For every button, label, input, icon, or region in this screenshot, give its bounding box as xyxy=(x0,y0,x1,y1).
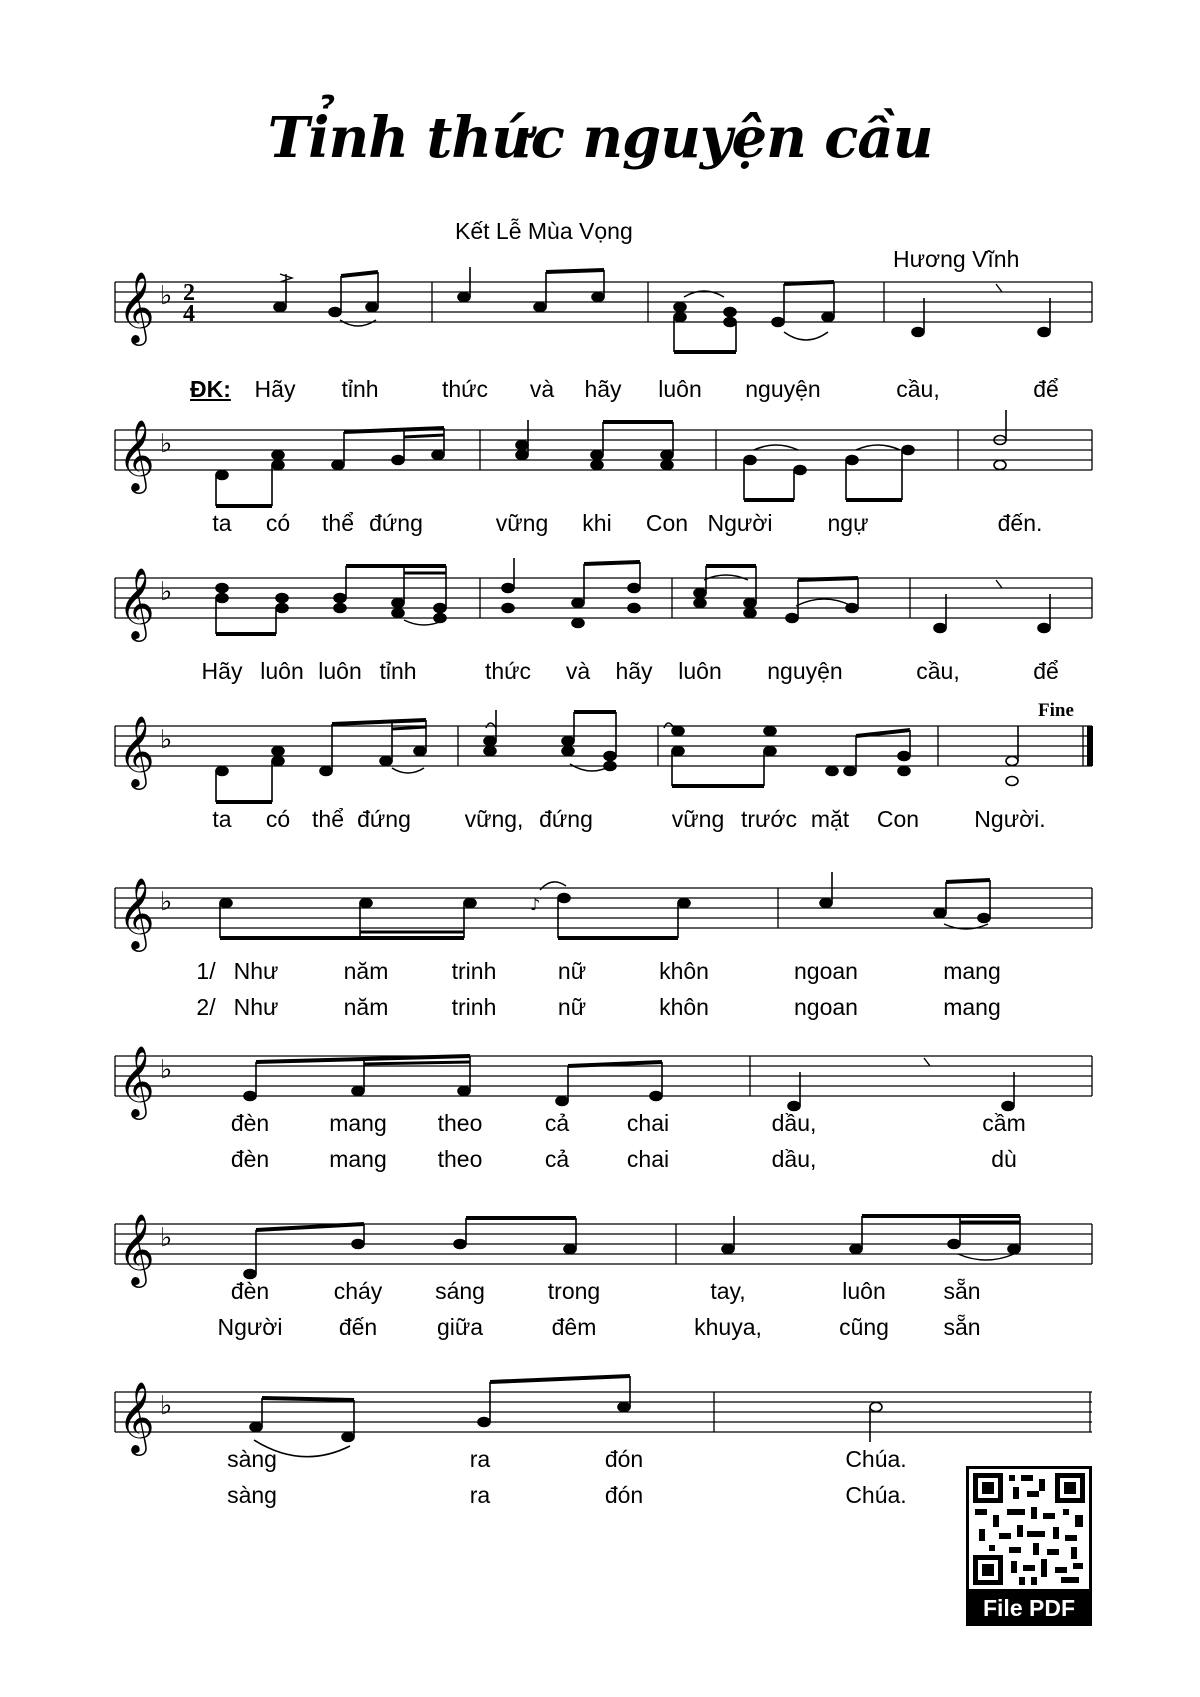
composer-name: Hương Vĩnh xyxy=(893,246,1020,272)
lyric-word: sẵn xyxy=(943,1314,981,1340)
lyric-word: cháy xyxy=(333,1278,383,1304)
lyric-word: tỉnh xyxy=(341,376,379,402)
lyric-word: Con xyxy=(876,806,920,832)
lyric-word: Như xyxy=(233,994,279,1020)
lyric-word: tay, xyxy=(710,1278,746,1304)
lyric-word: đón xyxy=(604,1446,644,1472)
lyric-word: hãy xyxy=(615,658,653,684)
refrain-label: ĐK: xyxy=(190,376,231,402)
treble-clef-icon: 𝄞 xyxy=(118,714,155,787)
fine-mark: Fine xyxy=(1038,700,1074,721)
staff-system-7 xyxy=(0,1204,1200,1354)
verse-number: 1/ xyxy=(196,958,216,984)
flat-icon: ♭ xyxy=(160,1223,173,1253)
lyric-word: giữa xyxy=(436,1314,484,1340)
lyric-word: trinh xyxy=(451,994,497,1020)
treble-clef-icon: 𝄞 xyxy=(118,270,155,343)
staff-system-4 xyxy=(0,706,1200,846)
lyric-word: khôn xyxy=(659,994,709,1020)
lyric-word: khi xyxy=(582,510,612,536)
lyric-word: để xyxy=(1033,376,1059,402)
lyric-word: đón xyxy=(604,1482,644,1508)
lyric-word: dầu, xyxy=(771,1110,817,1136)
lyric-word: cũng xyxy=(839,1314,889,1340)
qr-code-icon xyxy=(969,1469,1089,1589)
treble-clef-icon: 𝄞 xyxy=(118,1380,155,1453)
grace-note-icon: ♪ xyxy=(530,895,541,914)
lyric-word: luôn xyxy=(658,376,702,402)
lyric-word: sáng xyxy=(435,1278,485,1304)
lyric-word: Chúa. xyxy=(845,1482,907,1508)
staff-system-6 xyxy=(0,1036,1200,1186)
lyric-word: cầu, xyxy=(896,376,940,402)
lyric-word: ngoan xyxy=(794,958,858,984)
lyric-word: theo xyxy=(437,1146,483,1172)
song-title: Tỉnh thức nguyện cầu xyxy=(267,105,933,171)
lyric-word: dầu, xyxy=(771,1146,817,1172)
lyric-word: cả xyxy=(544,1110,570,1136)
treble-clef-icon: 𝄞 xyxy=(118,876,155,949)
treble-clef-icon: 𝄞 xyxy=(118,566,155,639)
flat-icon: ♭ xyxy=(160,725,173,755)
lyric-word: luôn xyxy=(318,658,362,684)
lyric-word: đứng xyxy=(357,806,411,832)
lyric-word: và xyxy=(565,658,591,684)
lyric-word: thể xyxy=(322,510,354,536)
lyric-word: thức xyxy=(441,376,489,402)
staff-system-5 xyxy=(0,868,1200,1018)
lyric-word: Người xyxy=(707,510,773,536)
lyric-word: đứng xyxy=(539,806,593,832)
lyric-word: Con xyxy=(645,510,689,536)
song-subtitle: Kết Lễ Mùa Vọng xyxy=(455,218,633,244)
staff-system-3 xyxy=(0,558,1200,698)
lyric-word: dù xyxy=(991,1146,1017,1172)
lyric-word: thể xyxy=(312,806,344,832)
lyric-word: mang xyxy=(329,1110,387,1136)
lyric-word: vững, xyxy=(464,806,524,832)
treble-clef-icon: 𝄞 xyxy=(118,1212,155,1285)
lyric-word: mặt xyxy=(810,806,850,832)
flat-icon: ♭ xyxy=(160,887,173,917)
lyric-word: nữ xyxy=(557,958,587,984)
lyric-word: ngoan xyxy=(794,994,858,1020)
lyric-word: mang xyxy=(943,958,1001,984)
flat-icon: ♭ xyxy=(160,577,173,607)
lyric-word: có xyxy=(265,806,291,832)
lyric-word: tỉnh xyxy=(379,658,417,684)
lyric-word: trinh xyxy=(451,958,497,984)
svg-text:2: 2 xyxy=(183,280,195,306)
lyric-word: khuya, xyxy=(694,1314,762,1340)
lyric-word: trong xyxy=(547,1278,601,1304)
qr-code-link[interactable] xyxy=(966,1466,1092,1626)
file-pdf-label: File PDF xyxy=(982,1595,1075,1621)
flat-icon: ♭ xyxy=(160,1391,173,1421)
lyric-word: và xyxy=(529,376,555,402)
lyric-word: đêm xyxy=(551,1314,597,1340)
lyric-word: nữ xyxy=(557,994,587,1020)
lyric-word: vững xyxy=(671,806,725,832)
lyric-word: năm xyxy=(343,994,389,1020)
lyric-word: đứng xyxy=(369,510,423,536)
lyric-word: chai xyxy=(626,1146,670,1172)
lyric-word: Như xyxy=(233,958,279,984)
lyric-word: để xyxy=(1033,658,1059,684)
lyric-word: nguyện xyxy=(745,376,821,402)
lyric-word: trước xyxy=(740,806,798,832)
treble-clef-icon: 𝄞 xyxy=(118,1044,155,1117)
staff-lines xyxy=(0,868,1200,1018)
lyric-word: ra xyxy=(469,1446,491,1472)
lyric-word: Chúa. xyxy=(845,1446,907,1472)
lyric-word: ngự xyxy=(827,510,869,536)
flat-icon: ♭ xyxy=(160,281,173,311)
lyric-word: cả xyxy=(544,1146,570,1172)
svg-text:4: 4 xyxy=(183,301,195,327)
lyric-word: đến. xyxy=(997,510,1043,536)
lyric-word: ra xyxy=(469,1482,491,1508)
lyric-word: sàng xyxy=(227,1482,277,1508)
lyric-word: thức xyxy=(484,658,532,684)
lyric-word: luôn xyxy=(260,658,304,684)
lyric-word: vững xyxy=(495,510,549,536)
lyric-word: đến xyxy=(338,1314,378,1340)
staff-lines xyxy=(0,558,1200,698)
lyric-word: cầm xyxy=(982,1110,1026,1136)
lyric-word: đèn xyxy=(230,1110,270,1136)
lyric-word: luôn xyxy=(678,658,722,684)
lyric-word: Hãy xyxy=(201,658,243,684)
lyric-word: năm xyxy=(343,958,389,984)
lyric-word: sẵn xyxy=(943,1278,981,1304)
lyric-word: có xyxy=(265,510,291,536)
lyric-word: đèn xyxy=(230,1146,270,1172)
lyric-word: ta xyxy=(212,510,232,536)
lyric-word: cầu, xyxy=(916,658,960,684)
lyric-word: mang xyxy=(329,1146,387,1172)
treble-clef-icon: 𝄞 xyxy=(118,418,155,491)
lyric-word: đèn xyxy=(230,1278,270,1304)
lyric-word: Hãy xyxy=(254,376,296,402)
flat-icon: ♭ xyxy=(160,1055,173,1085)
lyric-word: hãy xyxy=(584,376,622,402)
lyric-word: theo xyxy=(437,1110,483,1136)
lyric-word: khôn xyxy=(659,958,709,984)
lyric-word: nguyện xyxy=(767,658,843,684)
staff-system-1 xyxy=(0,262,1200,402)
lyric-word: Người. xyxy=(974,806,1046,832)
lyric-word: ta xyxy=(212,806,232,832)
lyric-word: Người xyxy=(217,1314,283,1340)
lyric-word: sàng xyxy=(227,1446,277,1472)
lyric-word: luôn xyxy=(842,1278,886,1304)
lyric-word: mang xyxy=(943,994,1001,1020)
lyric-word: chai xyxy=(626,1110,670,1136)
flat-icon: ♭ xyxy=(160,429,173,459)
staff-system-2 xyxy=(0,410,1200,550)
verse-number: 2/ xyxy=(196,994,216,1020)
